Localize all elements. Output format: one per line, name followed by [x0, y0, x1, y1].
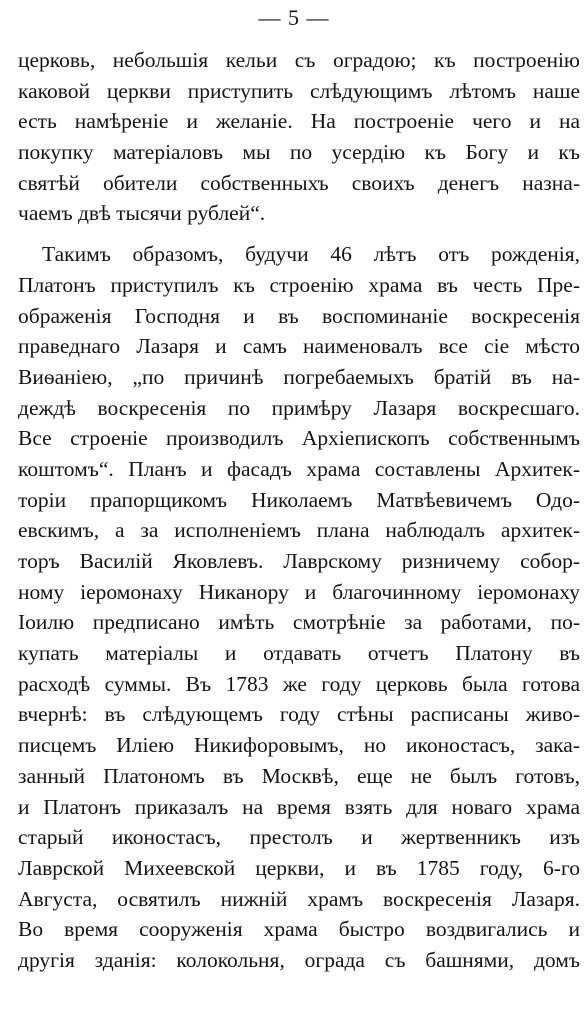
paragraph-1 — [18, 45, 580, 229]
text-line: церковь, небольшія кельи съ оградою; къ построенію — [18, 48, 580, 72]
text-line: Платонъ приступилъ къ строенію храма въ честь Пре- — [18, 272, 580, 297]
text-line: праведнаго Лазаря и самъ наименовалъ все сіе мѣсто — [18, 334, 580, 359]
text-line: деждѣ воскресенія по примѣру Лазаря воскресшаго. — [18, 395, 580, 420]
text-line: каковой церкви приступить слѣдующимъ лѣтомъ наше — [18, 78, 580, 103]
text-line: Виѳаніею, „по причинѣ погребаемыхъ братій въ на- — [18, 364, 580, 389]
text-line: и Платонъ приказалъ на время взять для новаго храма — [18, 794, 580, 819]
text-line: другія зданія: колокольня, ограда съ башнями, домъ — [18, 947, 580, 972]
paragraph-2 — [18, 239, 580, 976]
text-line: расходѣ суммы. Въ 1783 же году церковь была готова — [18, 671, 580, 696]
text-line: чаемъ двѣ тысячи рублей“. — [18, 201, 266, 226]
text-line: коштомъ“. Планъ и фасадъ храма составлены Архитек- — [18, 456, 580, 481]
text-line: торъ Василій Яковлевъ. Лаврскому ризничему собор- — [18, 549, 580, 573]
text-line: Лаврской Михеевской церкви, и въ 1785 году, 6-го — [18, 855, 580, 880]
text-line: есть намѣреніе и желаніе. На построеніе чего и на — [18, 109, 580, 134]
paragraph-gap — [18, 229, 580, 239]
text-line: Августа, освятилъ нижній храмъ воскресенія Лазаря. — [18, 886, 580, 911]
page-number: — 5 — — [258, 5, 330, 30]
text-block — [18, 45, 580, 976]
text-line: Такимъ образомъ, будучи 46 лѣтъ отъ рожденія, — [42, 242, 580, 267]
text-line: торіи прапорщикомъ Николаемъ Матвѣевичемъ Одо- — [18, 487, 580, 512]
text-line: евскимъ, а за исполненіемъ плана наблюдалъ архитек- — [18, 518, 580, 543]
text-line: купать матеріалы и отдавать отчетъ Платону въ — [18, 641, 580, 666]
text-line: Іоилю предписано имѣть смотрѣніе за работами, по- — [18, 610, 580, 635]
text-line: покупку матеріаловъ мы по усердію къ Богу и къ — [18, 140, 580, 165]
text-line: святѣй обители собственныхъ своихъ денегъ назна- — [18, 170, 580, 195]
text-line: ображенія Господня и въ воспоминаніе воскресенія — [18, 303, 580, 328]
text-line: старый иконостасъ, престолъ и жертвенникъ изъ — [18, 825, 580, 850]
text-line: Во время сооруженія храма быстро воздвигались и — [18, 917, 580, 942]
text-line: ному іеромонаху Никанору и благочинному іеромонаху — [18, 579, 580, 604]
text-line: вчернѣ: въ слѣдующемъ году стѣны расписаны живо- — [18, 702, 580, 727]
text-line: занный Платономъ въ Москвѣ, еще не былъ готовъ, — [18, 763, 580, 788]
text-line: Все строеніе производилъ Архіепископъ собственнымъ — [18, 426, 580, 451]
text-line: писцемъ Иліею Никифоровымъ, но иконостасъ, зака- — [18, 733, 580, 758]
